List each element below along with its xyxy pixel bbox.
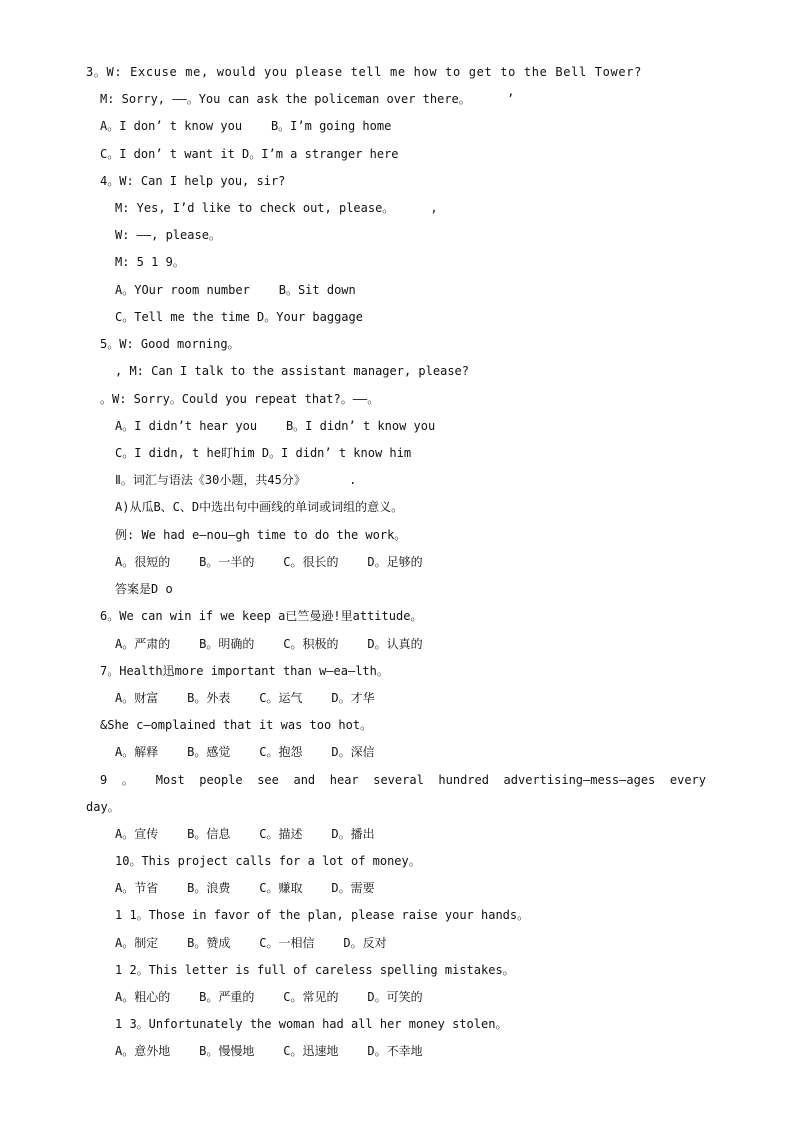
q11-sentence: 1 1。Those in favor of the plan, please raise your hands。	[115, 908, 530, 922]
example-answer: 答案是D o	[115, 582, 173, 596]
q9-sentence-continued: day。	[86, 800, 120, 814]
q5-options-ab: A。I didn’t hear you B。I didn’ t know you	[115, 419, 436, 433]
q6-options: A。严肃的 B。明确的 C。积极的 D。认真的	[115, 637, 423, 651]
q9-sentence: 9 。 Most people see and hear several hundred advertising—mess—ages every	[100, 773, 706, 787]
q4-options-ab: A。YOur room number B。Sit down	[115, 283, 356, 297]
q9-options: A。宣传 B。信息 C。描述 D。播出	[115, 827, 375, 841]
q8-sentence: &She c—omplained that it was too hot。	[100, 718, 373, 732]
q3-options-cd: C。I don’ t want it D。I’m a stranger here	[100, 147, 399, 161]
q3-options-ab: A。I don’ t know you B。I’m going home	[100, 119, 392, 133]
q10-sentence: 10。This project calls for a lot of money。	[115, 854, 421, 868]
q4-line-m1: M: Yes, I’d like to check out, please。 ,	[115, 201, 438, 215]
q4-question: 4。W: Can I help you, sir?	[100, 174, 286, 188]
q13-sentence: 1 3。Unfortunately the woman had all her money stolen。	[115, 1017, 508, 1031]
q5-options-cd: C。I didn, t he盯him D。I didn’ t know him	[115, 446, 412, 460]
q6-sentence: 6。We can win if we keep a已竺曼逊!里attitude。	[100, 609, 423, 623]
q11-options: A。制定 B。赞成 C。一相信 D。反对	[115, 936, 387, 950]
q5-line-w: 。W: Sorry。Could you repeat that?。——。	[100, 392, 380, 406]
section-2-heading: Ⅱ。词汇与语法《30小题，共45分》 .	[115, 473, 357, 487]
q5-line-m: , M: Can I talk to the assistant manager, please?	[115, 364, 470, 378]
q8-options: A。解释 B。感觉 C。抱怨 D。深信	[115, 745, 375, 759]
q12-sentence: 1 2。This letter is full of careless spelling mistakes。	[115, 963, 515, 977]
q7-options: A。财富 B。外表 C。运气 D。才华	[115, 691, 375, 705]
example-sentence: 例: We had e—nou—gh time to do the work。	[115, 528, 407, 542]
q10-options: A。节省 B。浪费 C。赚取 D。需要	[115, 881, 375, 895]
q3-response: M: Sorry, ——。You can ask the policeman over there。 ’	[100, 92, 515, 106]
q12-options: A。粗心的 B。严重的 C。常见的 D。可笑的	[115, 990, 423, 1004]
q4-line-w: W: ——, please。	[115, 228, 221, 242]
section-instruction: A)从瓜B、C、D中选出句中画线的单词或词组的意义。	[115, 500, 404, 514]
q3-question: 3。W: Excuse me, would you please tell me how to get to the Bell Tower?	[86, 65, 642, 79]
q5-question: 5。W: Good morning。	[100, 337, 240, 351]
q4-line-m2: M: 5 1 9。	[115, 255, 185, 269]
q7-sentence: 7。Health迅more important than w—ea—lth。	[100, 664, 389, 678]
example-options: A。很短的 B。一半的 C。很长的 D。足够的	[115, 555, 423, 569]
q4-options-cd: C。Tell me the time D。Your baggage	[115, 310, 363, 324]
q13-options: A。意外地 B。慢慢地 C。迅速地 D。不幸地	[115, 1044, 423, 1058]
